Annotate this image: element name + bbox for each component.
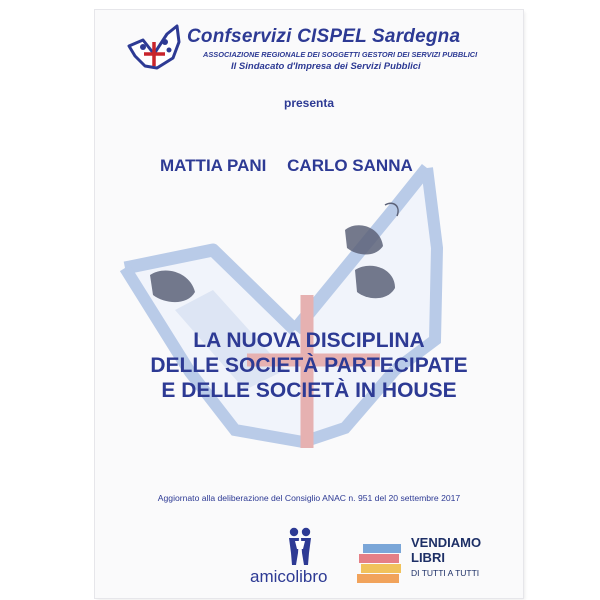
vendiamo-line2: LIBRI (411, 550, 445, 565)
amicolibro-wordmark: amicolibro (250, 567, 328, 586)
cispel-logo-icon (127, 20, 181, 72)
update-note: Aggiornato alla deliberazione del Consiglio ANAC n. 951 del 20 settembre 2017 (157, 493, 461, 503)
author-name: CARLO SANNA (287, 156, 413, 175)
organization-subtitle: ASSOCIAZIONE REGIONALE DEI SOGGETTI GESTORI DEI SERVIZI PUBBLICI (203, 50, 478, 59)
book-title (95, 328, 523, 403)
book-stack-icon (357, 544, 403, 584)
organization-tagline: Il Sindacato d'Impresa dei Servizi Pubblici (231, 61, 421, 72)
author-name: MATTIA PANI (160, 156, 267, 175)
vendiamo-line1: VENDIAMO (411, 535, 482, 550)
book-cover (95, 10, 523, 598)
organization-name: Confservizi CISPEL Sardegna (187, 26, 461, 47)
title-line: E DELLE SOCIETÀ IN HOUSE (161, 379, 457, 402)
presenta-label: presenta (283, 96, 335, 110)
title-line: DELLE SOCIETÀ PARTECIPATE (150, 354, 468, 377)
title-line: LA NUOVA DISCIPLINA (193, 329, 425, 352)
vendiamo-tagline: DI TUTTI A TUTTI (411, 568, 480, 578)
authors (160, 156, 413, 176)
